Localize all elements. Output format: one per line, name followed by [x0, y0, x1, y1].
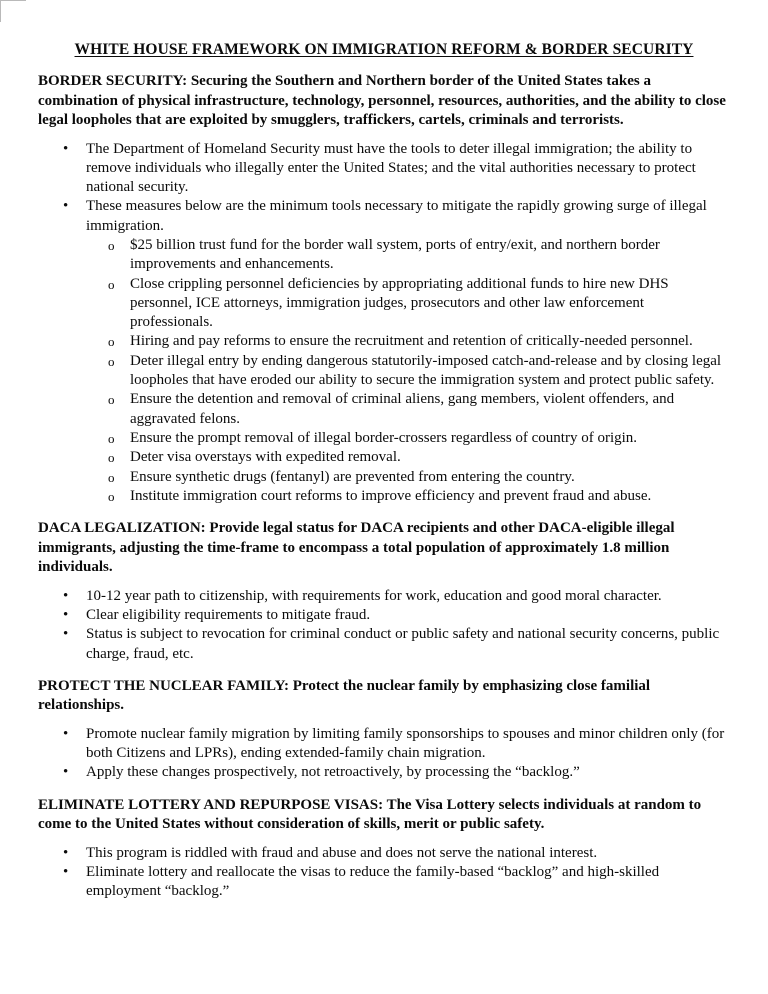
list-item-text: Deter illegal entry by ending dangerous statutorily-imposed catch-and-release and by closing legal loopholes that have eroded our ability to secure the immigration system and protect public safety. — [130, 352, 722, 389]
subbullet-marker-icon: o — [108, 392, 115, 408]
scan-edge-top — [0, 0, 26, 1]
page-title — [38, 40, 730, 60]
bullet-list-border-security — [38, 140, 730, 236]
list-item-text: These measures below are the minimum tools necessary to mitigate the rapidly growing surge of illegal immigration. — [86, 198, 707, 234]
bullet-list-eliminate-lottery — [38, 844, 730, 902]
list-item-text: Status is subject to revocation for criminal conduct or public safety and national security concerns, public charge, fraud, etc. — [86, 626, 720, 662]
list-item-text: Close crippling personnel deficiencies by appropriating additional funds to hire new DHS personnel, ICE attorneys, immigration judges, prosecutors and other law enforcement professionals. — [130, 275, 669, 331]
bullet-list-daca-legalization — [38, 587, 730, 664]
list-item-text: The Department of Homeland Security must have the tools to deter illegal immigration; the ability to remove individuals who illegally enter the United States; and the vital authorities necessary to protect national security. — [86, 140, 696, 196]
list-item-text: Apply these changes prospectively, not retroactively, by processing the “backlog.” — [86, 764, 580, 781]
list-item-text: Ensure the detention and removal of criminal aliens, gang members, violent offenders, and aggravated felons. — [130, 391, 675, 427]
subbullet-marker-icon: o — [108, 488, 115, 504]
bullet-marker-icon: • — [63, 864, 69, 881]
list-item — [38, 429, 730, 448]
section-heading-eliminate-lottery: ELIMINATE LOTTERY AND REPURPOSE VISAS: The Visa Lottery selects individuals at random to come to the United States without consideration of skills, merit or public safety. — [38, 796, 702, 833]
document-content — [38, 40, 730, 902]
list-item — [38, 390, 730, 429]
spacer — [38, 835, 730, 844]
subbullet-marker-icon: o — [108, 237, 115, 253]
bullet-marker-icon: • — [63, 725, 69, 742]
list-item — [38, 448, 730, 467]
list-item — [38, 468, 730, 487]
subbullet-marker-icon: o — [108, 450, 115, 466]
bullet-list-protect-nuclear-family — [38, 725, 730, 783]
list-item-text: Promote nuclear family migration by limiting family sponsorships to spouses and minor children only (for both Citizens and LPRs), ending extended-family chain migration. — [86, 725, 725, 762]
subbullet-marker-icon: o — [108, 430, 115, 446]
subbullet-marker-icon: o — [108, 276, 115, 292]
list-item — [38, 140, 730, 198]
list-item-text: 10-12 year path to citizenship, with requirements for work, education and good moral character. — [86, 587, 662, 604]
list-item — [38, 236, 730, 275]
spacer — [38, 506, 730, 519]
list-item — [38, 587, 730, 606]
bullet-marker-icon: • — [63, 606, 69, 623]
list-item-text: Ensure the prompt removal of illegal border-crossers regardless of country of origin. — [130, 429, 638, 446]
list-item-text: Eliminate lottery and reallocate the visas to reduce the family-based “backlog” and high-skilled employment “backlog.” — [86, 864, 660, 900]
list-item — [38, 725, 730, 764]
bullet-marker-icon: • — [63, 198, 69, 215]
bullet-marker-icon: • — [63, 626, 69, 643]
list-item — [38, 763, 730, 782]
spacer — [38, 131, 730, 140]
subbullet-marker-icon: o — [108, 353, 115, 369]
list-item-text: Ensure synthetic drugs (fentanyl) are prevented from entering the country. — [130, 468, 575, 485]
spacer — [38, 783, 730, 796]
subbullet-marker-icon: o — [108, 334, 115, 350]
bullet-marker-icon: • — [63, 140, 69, 157]
subbullet-marker-icon: o — [108, 469, 115, 485]
scan-edge-left — [0, 0, 1, 22]
list-item-text: Institute immigration court reforms to improve efficiency and prevent fraud and abuse. — [130, 487, 652, 504]
list-item — [38, 625, 730, 664]
list-item — [38, 197, 730, 236]
list-item-text: This program is riddled with fraud and abuse and does not serve the national interest. — [86, 844, 598, 861]
spacer — [38, 578, 730, 587]
list-item-text: Clear eligibility requirements to mitigate fraud. — [86, 606, 371, 623]
list-item — [38, 487, 730, 506]
page-title-text: WHITE HOUSE FRAMEWORK ON IMMIGRATION REFORM & BORDER SECURITY — [74, 41, 694, 58]
spacer — [38, 716, 730, 725]
list-item — [38, 606, 730, 625]
bullet-marker-icon: • — [63, 587, 69, 604]
spacer — [38, 664, 730, 677]
bullet-marker-icon: • — [63, 764, 69, 781]
list-item-text: Hiring and pay reforms to ensure the recruitment and retention of critically-needed personnel. — [130, 333, 693, 350]
section-heading-border-security: BORDER SECURITY: Securing the Southern and Northern border of the United States takes a combination of physical infrastructure, technology, personnel, resources, authorities, and the ability to close legal loopholes that are exploited by smugglers, traffickers, cartels, criminals and terrorists. — [38, 73, 726, 128]
section-heading-protect-nuclear-family: PROTECT THE NUCLEAR FAMILY: Protect the nuclear family by emphasizing close familial relationships. — [38, 677, 651, 714]
list-item — [38, 332, 730, 351]
bullet-marker-icon: • — [63, 844, 69, 861]
list-item-text: $25 billion trust fund for the border wall system, ports of entry/exit, and northern border improvements and enhancements. — [130, 236, 660, 273]
list-item — [38, 863, 730, 902]
list-item — [38, 844, 730, 863]
section-heading-daca-legalization: DACA LEGALIZATION: Provide legal status for DACA recipients and other DACA-eligible illegal immigrants, adjusting the time-frame to encompass a total population of approximately 1.8 million individuals. — [38, 520, 675, 576]
list-item-text: Deter visa overstays with expedited removal. — [130, 449, 401, 466]
list-item — [38, 352, 730, 391]
subbullet-list-border-security — [38, 236, 730, 506]
list-item — [38, 275, 730, 333]
